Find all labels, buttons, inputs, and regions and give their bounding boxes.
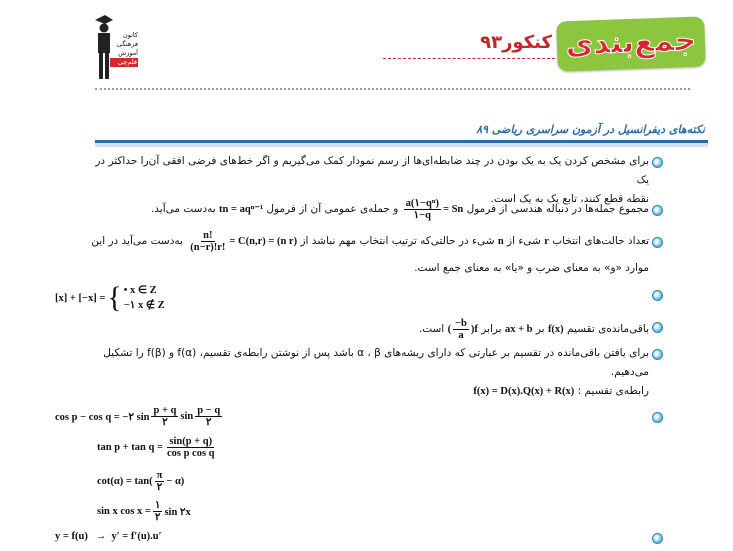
bullet-icon — [652, 237, 663, 248]
item-combinations — [91, 230, 649, 278]
logo-line: فرهنگی — [116, 40, 138, 48]
header-dashed-rule — [383, 58, 555, 59]
bullet-icon — [652, 157, 663, 168]
text: است. — [418, 322, 445, 335]
formula-numerator: sin(p + q) — [169, 436, 213, 447]
formula-text: tan p + tan q = — [97, 442, 163, 453]
floor-case: • x ∈ Z — [123, 285, 157, 296]
text: و جمله‌ی عمومی آن از فرمول — [266, 202, 399, 215]
floor-lhs: [x] + [−x] = — [55, 292, 106, 304]
formula-chain-rule: y = f(u) → y′ = f′(u).u′ — [55, 531, 162, 542]
formula-cos-difference — [55, 405, 224, 428]
formula-numerator: p + q — [153, 405, 177, 416]
division-label: رابطه‌ی تقسیم : — [577, 385, 649, 397]
formula-text: sin — [180, 411, 194, 422]
paragraph-line: برای یافتن باقی‌مانده در تقسیم بر عبارتی که دارای ریشه‌های α ، β باشد پس از نوشتن رابطه‌ی تقسیم، f(α) و f(β) را تشکیل — [103, 347, 649, 359]
formula-numerator: p − q — [197, 405, 221, 416]
sum-denominator: ۱−q — [413, 210, 432, 221]
text: بر — [535, 322, 545, 335]
combination-lhs: C(n,r) = (n r) = — [229, 235, 298, 247]
floor-case: −۱ x ∉ Z — [123, 300, 165, 311]
logo-line: آموزش — [118, 49, 138, 57]
text: شیء در حالتی‌که ترتیب انتخاب مهم نباشد از — [300, 234, 495, 247]
item-division-remainder — [95, 344, 649, 401]
floor-identity: [x] + [−x] = { • x ∈ Z −۱ x ∉ Z — [55, 281, 165, 314]
var-n: n — [497, 235, 504, 247]
text: باقی‌مانده‌ی تقسیم — [567, 322, 649, 335]
paragraph-line: می‌دهیم. — [610, 366, 649, 378]
bullet-icon — [652, 290, 663, 301]
remainder-close: ) — [447, 323, 452, 335]
formula-text: − α) — [166, 476, 185, 487]
general-term-formula: tn = aqⁿ⁻¹ — [219, 203, 264, 215]
banner-text: جمع‌بندی — [565, 22, 697, 63]
formula-text: cot(α) = tan( — [97, 476, 153, 487]
text: به‌دست می‌آید. — [150, 202, 216, 215]
formula-text: cos p − cos q = −۲ sin — [55, 411, 150, 423]
section-rule — [95, 140, 708, 147]
item-remainder-theorem — [300, 318, 649, 341]
formula-denominator: ۲ — [154, 512, 161, 523]
formula-cot-identity — [97, 470, 184, 493]
bullet-icon — [652, 349, 663, 360]
divisor: ax + b — [504, 323, 533, 335]
remainder-denominator: a — [458, 330, 464, 341]
text: برابر — [481, 322, 502, 335]
header-dotted-rule — [95, 88, 690, 90]
publisher-logo — [93, 14, 138, 82]
text: تعداد حالت‌های انتخاب — [552, 234, 649, 247]
header-subtitle: کنکور۹۳ — [480, 32, 552, 53]
remainder-formula — [447, 318, 478, 341]
remainder-numerator: −b — [455, 318, 467, 329]
sum-formula-lhs: Sn = — [442, 203, 464, 215]
formula-denominator: ۲ — [156, 482, 163, 493]
paragraph-line: برای مشخص کردن یک به یک بودن در چند ضابطه‌ای‌ها از رسم نمودار کمک می‌گیریم و اگر خط‌های فرضی افقی آن‌را حداکثر در یک — [95, 155, 649, 186]
logo-line: کانون — [122, 31, 138, 39]
combination-formula — [186, 230, 298, 253]
bullet-icon — [652, 322, 663, 333]
formula-denominator: ۲ — [162, 417, 168, 428]
formula-denominator: cos p cos q — [166, 448, 215, 459]
text: به‌دست می‌آید در این — [91, 234, 183, 247]
formula-text: sin ۲x — [164, 506, 191, 518]
formula-tan-sum — [97, 436, 219, 459]
bullet-icon — [652, 412, 663, 423]
formula-text: sin x cos x = — [97, 506, 151, 517]
sum-numerator: a(۱−qⁿ) — [405, 198, 439, 209]
logo-line: قلم‌چی — [110, 58, 138, 67]
paragraph-line: نقطه قطع کنند، تابع یک به یک است. — [490, 193, 649, 205]
header-banner — [556, 16, 706, 71]
bullet-icon — [652, 205, 663, 216]
remainder-f: f( — [470, 323, 478, 335]
formula-denominator: ۲ — [205, 417, 212, 428]
combination-numerator: n! — [203, 230, 213, 241]
division-formula: f(x) = D(x).Q(x) + R(x) — [473, 386, 575, 397]
formula-numerator: ۱ — [154, 500, 161, 511]
text: شیء از — [507, 234, 541, 247]
formula-numerator: π — [156, 470, 163, 481]
bullet-icon — [652, 533, 663, 544]
text: مجموع جمله‌ها در دنباله هندسی از فرمول — [466, 202, 649, 215]
formula-sin-cos-product — [97, 500, 191, 523]
var-r: r — [544, 235, 549, 247]
paragraph-line: موارد «و» به معنای ضرب و «یا» به معنای جمع است. — [414, 262, 649, 274]
fx: f(x) — [547, 323, 564, 335]
sum-formula — [402, 198, 464, 221]
combination-denominator: (n−r)!r! — [190, 242, 226, 253]
section-title: نکته‌های دیفرانسیل در آزمون سراسری ریاضی ۸۹ — [476, 123, 705, 136]
item-geometric-series — [150, 198, 649, 221]
